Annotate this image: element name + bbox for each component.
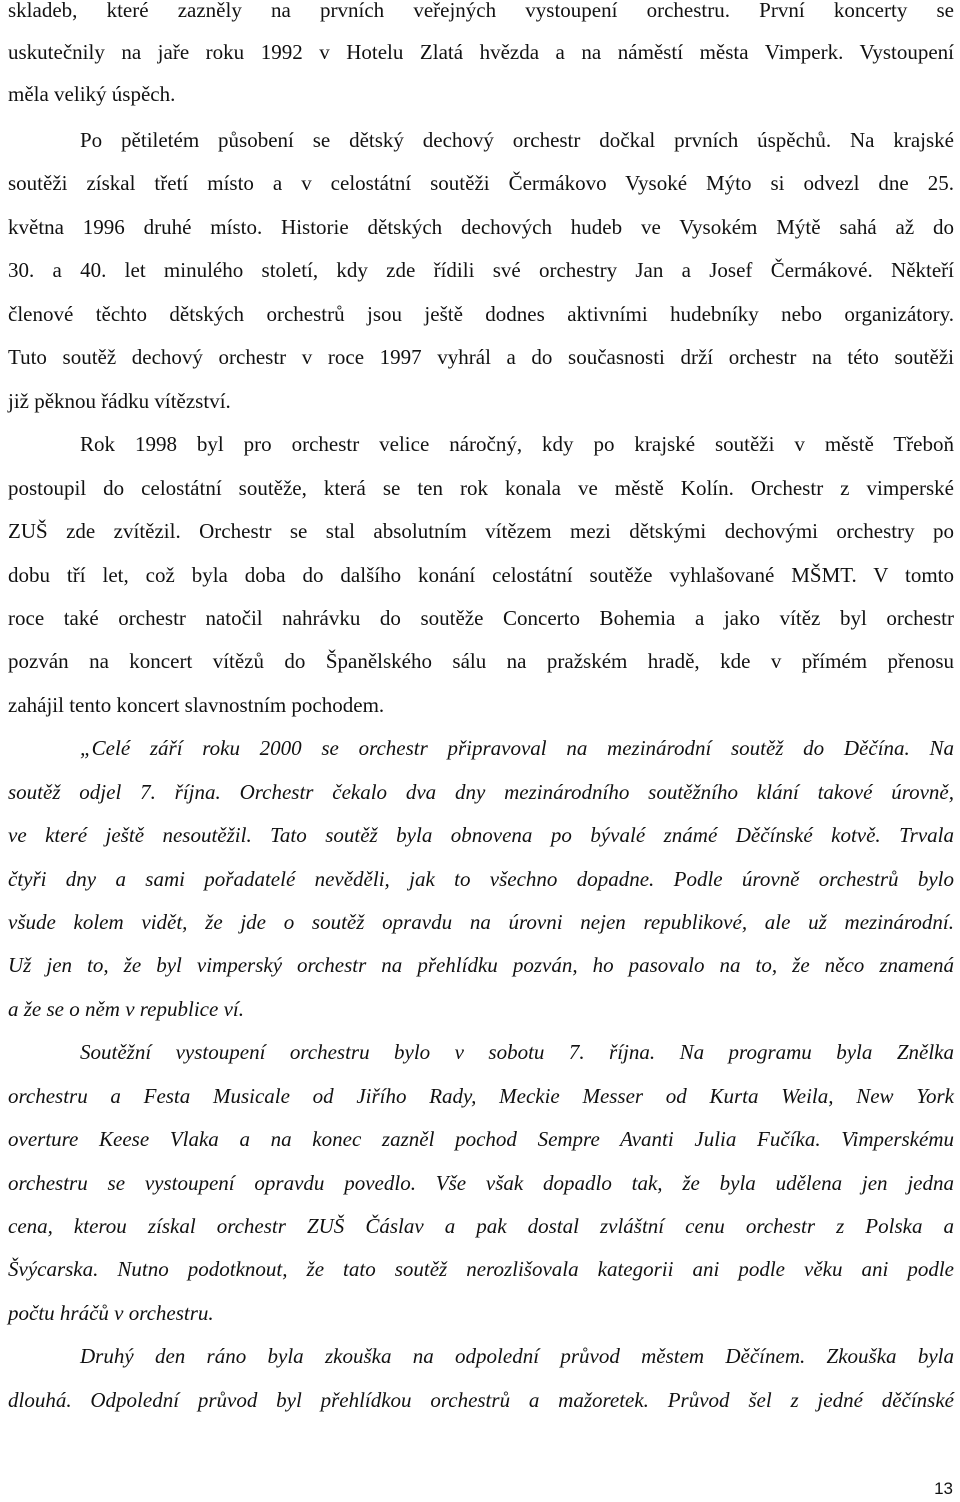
text-line: ZUŠ zde zvítězil. Orchestr se stal absolutním vítězem mezi dětskými dechovými orchestry po [8, 519, 954, 543]
text-line: Po pětiletém působení se dětský dechový orchestr dočkal prvních úspěchů. Na krajské [80, 128, 954, 152]
quote-line: „Celé září roku 2000 se orchestr připravoval na mezinárodní soutěž do Děčína. Na [80, 736, 954, 760]
text-line: skladeb, které zazněly na prvních veřejných vystoupení orchestru. První koncerty se [8, 0, 954, 22]
quote-line: orchestru a Festa Musicale od Jiřího Rady, Meckie Messer od Kurta Weila, New York [8, 1084, 954, 1108]
text-line: měla veliký úspěch. [8, 82, 176, 106]
quote-line: ve které ještě nesoutěžil. Tato soutěž byla obnovena po bývalé známé Děčínské kotvě. Trvala [8, 823, 954, 847]
text-line: zahájil tento koncert slavnostním pochodem. [8, 693, 385, 717]
text-line: již pěknou řádku vítězství. [8, 389, 231, 413]
text-line: Rok 1998 byl pro orchestr velice náročný, kdy po krajské soutěži v městě Třeboň [80, 432, 954, 456]
quote-line: Švýcarska. Nutno podotknout, že tato soutěž nerozlišovala kategorii ani podle věku ani podle [8, 1257, 954, 1281]
text-line: postoupil do celostátní soutěže, která se ten rok konala ve městě Kolín. Orchestr z vimperské [8, 476, 954, 500]
quote-line: Soutěžní vystoupení orchestru bylo v sobotu 7. října. Na programu byla Znělka [80, 1040, 954, 1064]
quote-line: Už jen to, že byl vimperský orchestr na přehlídku pozván, ho pasovalo na to, že něco znamená [8, 953, 954, 977]
quote-line: Druhý den ráno byla zkouška na odpolední průvod městem Děčínem. Zkouška byla [80, 1344, 954, 1368]
text-line: 30. a 40. let minulého století, kdy zde řídili své orchestry Jan a Josef Čermákové. Někteří [8, 258, 954, 282]
quote-line: dlouhá. Odpolední průvod byl přehlídkou orchestrů a mažoretek. Průvod šel z jedné děčínské [8, 1388, 954, 1412]
quote-line: soutěž odjel 7. října. Orchestr čekalo dva dny mezinárodního soutěžního klání takové úrovně, [8, 780, 954, 804]
text-line: uskutečnily na jaře roku 1992 v Hotelu Zlatá hvězda a na náměstí města Vimperk. Vystoupení [8, 40, 954, 64]
page-number: 13 [934, 1479, 953, 1498]
text-line: soutěži získal třetí místo a v celostátní soutěži Čermákovo Vysoké Mýto si odvezl dne 25. [8, 171, 954, 195]
text-line: roce také orchestr natočil nahrávku do soutěže Concerto Bohemia a jako vítěz byl orchestr [8, 606, 954, 630]
quote-line: orchestru se vystoupení opravdu povedlo. Vše však dopadlo tak, že byla udělena jen jedna [8, 1171, 954, 1195]
quote-line: a že se o něm v republice ví. [8, 997, 244, 1021]
text-line: členové těchto dětských orchestrů jsou ještě dodnes aktivními hudebníky nebo organizátory. [8, 302, 954, 326]
quote-line: čtyři dny a sami pořadatelé nevěděli, jak to všechno dopadne. Podle úrovně orchestrů bylo [8, 867, 954, 891]
quote-line: overture Keese Vlaka a na konec zazněl pochod Sempre Avanti Julia Fučíka. Vimperskému [8, 1127, 954, 1151]
text-line: Tuto soutěž dechový orchestr v roce 1997 vyhrál a do současnosti drží orchestr na této soutěži [8, 345, 954, 369]
text-line: května 1996 druhé místo. Historie dětských dechových hudeb ve Vysokém Mýtě sahá až do [8, 215, 954, 239]
text-line: pozván na koncert vítězů do Španělského sálu na pražském hradě, kde v přímém přenosu [8, 649, 954, 673]
text-line: dobu tří let, což byla doba do dalšího konání celostátní soutěže vyhlašované MŠMT. V tomto [8, 563, 954, 587]
quote-line: cena, kterou získal orchestr ZUŠ Čáslav a pak dostal zvláštní cenu orchestr z Polska a [8, 1214, 954, 1238]
quote-line: počtu hráčů v orchestru. [8, 1301, 214, 1325]
quote-line: všude kolem vidět, že jde o soutěž opravdu na úrovni nejen republikové, ale už mezinárodní. [8, 910, 954, 934]
